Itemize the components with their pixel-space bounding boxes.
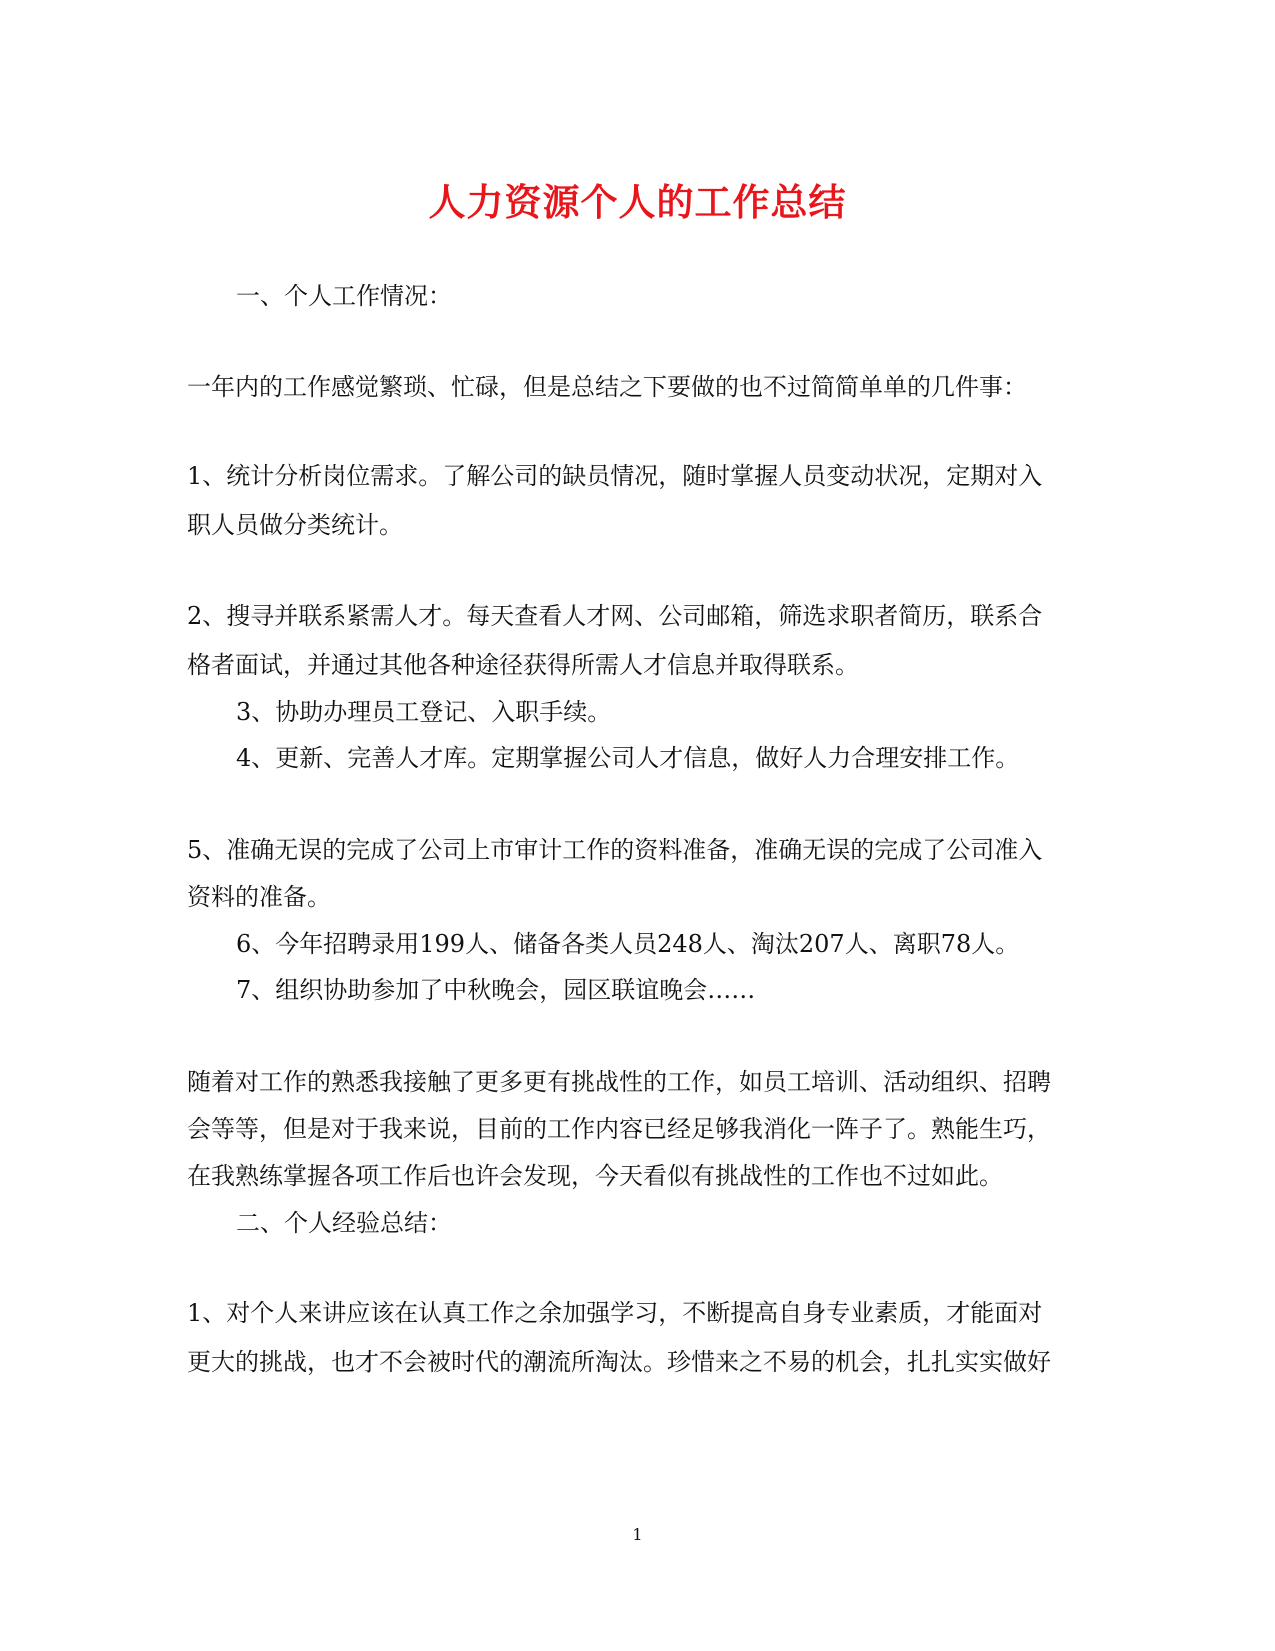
paragraph-line: 3、协助办理员工登记、入职手续。: [236, 698, 612, 726]
page-number: 1: [632, 1525, 643, 1544]
section-heading-1: 一、个人工作情况：: [236, 282, 452, 310]
paragraph-line: 4、更新、完善人才库。定期掌握公司人才信息，做好人力合理安排工作。: [236, 744, 1020, 772]
paragraph-line: 一年内的工作感觉繁琐、忙碌，但是总结之下要做的也不过简简单单的几件事：: [187, 373, 1027, 401]
paragraph-line: 在我熟练掌握各项工作后也许会发现，今天看似有挑战性的工作也不过如此。: [187, 1162, 1003, 1190]
paragraph-line: 2、搜寻并联系紧需人才。每天查看人才网、公司邮箱，筛选求职者简历，联系合: [187, 602, 1043, 630]
section-heading-2: 二、个人经验总结：: [236, 1209, 452, 1237]
paragraph-line: 职人员做分类统计。: [187, 511, 403, 539]
paragraph-line: 5、准确无误的完成了公司上市审计工作的资料准备，准确无误的完成了公司准入: [187, 836, 1043, 864]
paragraph-line: 资料的准备。: [187, 883, 331, 911]
paragraph-line: 随着对工作的熟悉我接触了更多更有挑战性的工作，如员工培训、活动组织、招聘: [187, 1068, 1051, 1096]
paragraph-line: 格者面试，并通过其他各种途径获得所需人才信息并取得联系。: [187, 651, 859, 679]
paragraph-line: 1、对个人来讲应该在认真工作之余加强学习，不断提高自身专业素质，才能面对: [187, 1299, 1043, 1327]
paragraph-line: 7、组织协助参加了中秋晚会，园区联谊晚会……: [236, 976, 756, 1004]
paragraph-line: 1、统计分析岗位需求。了解公司的缺员情况，随时掌握人员变动状况，定期对入: [187, 462, 1043, 490]
paragraph-line: 6、今年招聘录用199人、储备各类人员248人、淘汰207人、离职78人。: [236, 930, 1020, 958]
paragraph-line: 会等等，但是对于我来说，目前的工作内容已经足够我消化一阵子了。熟能生巧，: [187, 1115, 1051, 1143]
paragraph-line: 更大的挑战，也才不会被时代的潮流所淘汰。珍惜来之不易的机会，扎扎实实做好: [187, 1348, 1051, 1376]
document-title: 人力资源个人的工作总结: [428, 180, 847, 224]
